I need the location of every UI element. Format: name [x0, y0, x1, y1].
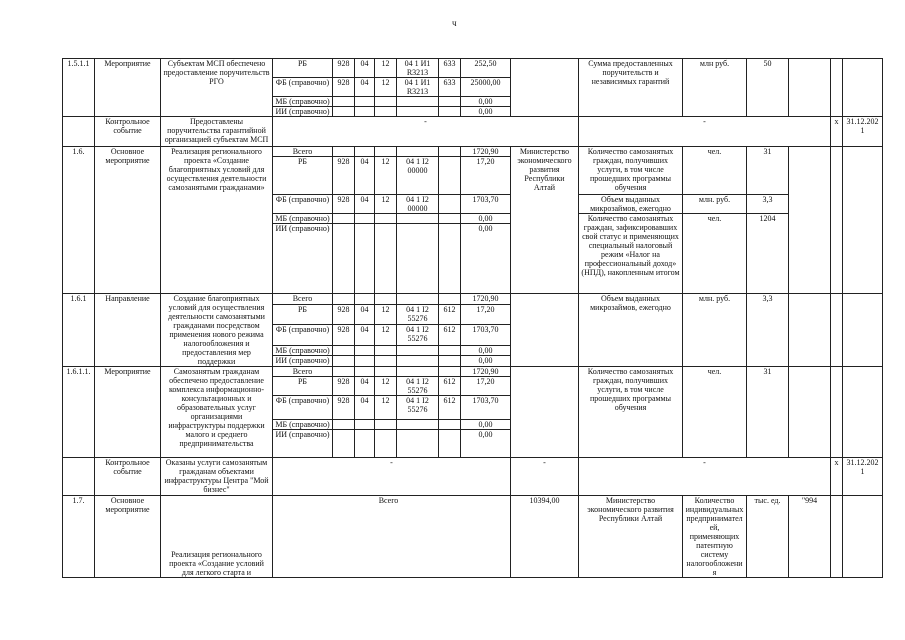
- code-cell: 12: [375, 325, 397, 345]
- sum-cell: 0,00: [461, 356, 511, 367]
- row-type: Направление: [95, 294, 161, 367]
- empty-cell: [831, 496, 843, 578]
- source-cell: Всего: [273, 147, 333, 157]
- code-cell: 928: [333, 195, 355, 214]
- row-type: Контрольное событие: [95, 117, 161, 147]
- source-cell: РБ: [273, 59, 333, 78]
- dash-cell: -: [579, 458, 831, 496]
- date-cell: 31.12.2021: [843, 458, 883, 496]
- empty-cell: [831, 367, 843, 458]
- value-cell: 50: [747, 59, 789, 117]
- page-mark: ч: [452, 18, 457, 28]
- code-cell: 612: [439, 325, 461, 345]
- unit-cell: чел.: [683, 214, 747, 294]
- row-name: Самозанятым гражданам обеспечено предоставление комплекса информационно-консультационных и образовательных услуг организациями инфраструктуры поддержки малого и среднего предпринимательства: [161, 367, 273, 458]
- sum-cell: 0,00: [461, 430, 511, 458]
- table-row: [63, 496, 883, 578]
- empty-cell: [843, 147, 883, 294]
- code-cell: 928: [333, 396, 355, 420]
- executor-cell: Министерство экономического развития Республики Алтай: [511, 147, 579, 294]
- code-cell: 04: [355, 59, 375, 78]
- indicator-cell: Количество самозанятых граждан, получивших услуги, в том числе прошедших программы обучения: [579, 367, 683, 458]
- source-cell: ИИ (справочно): [273, 356, 333, 367]
- mark-cell: x: [831, 117, 843, 147]
- empty-cell: [63, 117, 95, 147]
- unit-cell: млн. руб.: [683, 195, 747, 214]
- executor-cell: [511, 367, 579, 458]
- code-cell: 04: [355, 304, 375, 324]
- row-number: 1.6.1.1.: [63, 367, 95, 458]
- indicator-cell: Количество индивидуальных предпринимателей, применяющих патентную систему налогообложения: [683, 496, 747, 578]
- empty-cell: [831, 59, 843, 117]
- sum-cell: 17,20: [461, 377, 511, 396]
- code-cell: 04 1 I2 00000: [397, 157, 439, 195]
- unit-cell: чел.: [683, 147, 747, 195]
- empty-cell: [843, 496, 883, 578]
- code-cell: 04 1 И1 R3213: [397, 59, 439, 78]
- row-type: Контрольное событие: [95, 458, 161, 496]
- code-cell: 04: [355, 195, 375, 214]
- row-name: Субъектам МСП обеспечено предоставление поручительств РГО: [161, 59, 273, 117]
- code-cell: 04: [355, 377, 375, 396]
- indicator-cell: Объем выданных микрозаймов, ежегодно: [579, 195, 683, 214]
- row-type: Основное мероприятие: [95, 147, 161, 294]
- row-name: Оказаны услуги самозанятым гражданам объектами инфраструктуры Центра "Мой бизнес": [161, 458, 273, 496]
- row-type: Мероприятие: [95, 59, 161, 117]
- row-type: Основное мероприятие: [95, 496, 161, 578]
- sum-cell: 0,00: [461, 107, 511, 117]
- table-row: [63, 59, 883, 78]
- sum-cell: 0,00: [461, 214, 511, 224]
- table-row: [63, 367, 883, 377]
- row-name: Предоставлены поручительства гарантийной организацией субъектам МСП: [161, 117, 273, 147]
- source-cell: МБ (справочно): [273, 345, 333, 356]
- source-cell: МБ (справочно): [273, 420, 333, 430]
- empty-cell: [831, 294, 843, 367]
- executor-cell: Министерство экономического развития Республики Алтай: [579, 496, 683, 578]
- value-cell: 3,3: [747, 195, 789, 214]
- sum-cell: 0,00: [461, 420, 511, 430]
- code-cell: 928: [333, 59, 355, 78]
- code-cell: 04 1 I2 55276: [397, 304, 439, 324]
- code-cell: 04 1 И1 R3213: [397, 78, 439, 97]
- sum-cell: 1720,90: [461, 367, 511, 377]
- source-cell: ИИ (справочно): [273, 107, 333, 117]
- source-cell: РБ: [273, 304, 333, 324]
- code-cell: 12: [375, 78, 397, 97]
- row-number: 1.6.1: [63, 294, 95, 367]
- sum-cell: 0,00: [461, 224, 511, 294]
- code-cell: 12: [375, 157, 397, 195]
- code-cell: 12: [375, 377, 397, 396]
- row-number: 1.7.: [63, 496, 95, 578]
- source-cell: ФБ (справочно): [273, 195, 333, 214]
- source-cell: МБ (справочно): [273, 214, 333, 224]
- unit-cell: млн руб.: [683, 59, 747, 117]
- source-cell: Всего: [273, 294, 333, 305]
- sum-cell: 252,50: [461, 59, 511, 78]
- indicator-cell: Количество самозанятых граждан, получивших услуги, в том числе прошедших программы обучения: [579, 147, 683, 195]
- code-cell: 04 1 I2 55276: [397, 377, 439, 396]
- dash-cell: -: [273, 458, 511, 496]
- code-cell: 04: [355, 157, 375, 195]
- executor-cell: [511, 59, 579, 117]
- unit-cell: тыс. ед.: [747, 496, 789, 578]
- sum-cell: 17,20: [461, 304, 511, 324]
- empty-cell: [789, 59, 831, 117]
- row-type: Мероприятие: [95, 367, 161, 458]
- code-cell: 12: [375, 59, 397, 78]
- code-cell: 928: [333, 377, 355, 396]
- sum-cell: 1703,70: [461, 195, 511, 214]
- row-name: Реализация регионального проекта «Создание благоприятных условий для осуществления деятельности самозанятыми гражданами»: [161, 147, 273, 294]
- source-cell: ФБ (справочно): [273, 78, 333, 97]
- source-cell: ИИ (справочно): [273, 430, 333, 458]
- table-row: [63, 458, 883, 496]
- code-cell: 633: [439, 78, 461, 97]
- value-cell: 1204: [747, 214, 789, 294]
- dash-cell: -: [511, 458, 579, 496]
- empty-cell: [843, 367, 883, 458]
- value-cell: "994: [789, 496, 831, 578]
- code-cell: 928: [333, 157, 355, 195]
- sum-cell: 1720,90: [461, 294, 511, 305]
- code-cell: 04 1 I2 55276: [397, 325, 439, 345]
- indicator-cell: Количество самозанятых граждан, зафиксировавших свой статус и применяющих специальный налоговый режим «Налог на профессиональный доход» (НПД), накопленным итогом: [579, 214, 683, 294]
- source-cell: РБ: [273, 157, 333, 195]
- code-cell: 633: [439, 59, 461, 78]
- source-cell: Всего: [273, 367, 333, 377]
- source-cell: ФБ (справочно): [273, 325, 333, 345]
- source-cell: ФБ (справочно): [273, 396, 333, 420]
- sum-cell: 1703,70: [461, 325, 511, 345]
- table-row: [63, 117, 883, 147]
- unit-cell: чел.: [683, 367, 747, 458]
- dash-cell: -: [579, 117, 831, 147]
- source-cell: [273, 496, 511, 578]
- code-cell: 04 1 I2 00000: [397, 195, 439, 214]
- code-cell: 04: [355, 78, 375, 97]
- code-cell: 12: [375, 304, 397, 324]
- sum-cell: 1720,90: [461, 147, 511, 157]
- code-cell: 12: [375, 396, 397, 420]
- table-row: [63, 294, 883, 305]
- program-table: [62, 58, 883, 578]
- source-cell: РБ: [273, 377, 333, 396]
- code-cell: 928: [333, 325, 355, 345]
- code-cell: 612: [439, 377, 461, 396]
- table-row: [63, 147, 883, 157]
- dash-cell: -: [273, 117, 579, 147]
- source-cell: МБ (справочно): [273, 97, 333, 107]
- empty-cell: [63, 458, 95, 496]
- code-cell: 928: [333, 78, 355, 97]
- code-cell: 04: [355, 396, 375, 420]
- row-number: 1.5.1.1: [63, 59, 95, 117]
- empty-cell: [789, 147, 831, 294]
- empty-cell: [789, 367, 831, 458]
- value-cell: 31: [747, 147, 789, 195]
- date-cell: 31.12.2021: [843, 117, 883, 147]
- empty-cell: [843, 294, 883, 367]
- code-cell: 12: [375, 195, 397, 214]
- code-cell: 612: [439, 304, 461, 324]
- sum-cell: 10394,00: [511, 496, 579, 578]
- row-name: Создание благоприятных условий для осуществления деятельности самозанятыми гражданами посредством применения нового режима налогообложения и предоставления мер поддержки: [161, 294, 273, 367]
- mark-cell: x: [831, 458, 843, 496]
- value-cell: 31: [747, 367, 789, 458]
- source-label: Всего: [378, 496, 399, 505]
- sum-cell: 1703,70: [461, 396, 511, 420]
- code-cell: 04 1 I2 55276: [397, 396, 439, 420]
- sum-cell: 0,00: [461, 97, 511, 107]
- code-cell: 04: [355, 325, 375, 345]
- indicator-cell: Сумма предоставленных поручительств и независимых гарантий: [579, 59, 683, 117]
- empty-cell: [831, 147, 843, 294]
- sum-cell: 25000,00: [461, 78, 511, 97]
- executor-cell: [511, 294, 579, 367]
- empty-cell: [789, 294, 831, 367]
- indicator-cell: Объем выданных микрозаймов, ежегодно: [579, 294, 683, 367]
- sum-cell: 17,20: [461, 157, 511, 195]
- value-cell: 3,3: [747, 294, 789, 367]
- row-number: 1.6.: [63, 147, 95, 294]
- sum-cell: 0,00: [461, 345, 511, 356]
- code-cell: 928: [333, 304, 355, 324]
- row-name: Реализация регионального проекта «Создание условий для легкого старта и: [161, 496, 273, 578]
- unit-cell: млн. руб.: [683, 294, 747, 367]
- empty-cell: [843, 59, 883, 117]
- source-cell: ИИ (справочно): [273, 224, 333, 294]
- code-cell: 612: [439, 396, 461, 420]
